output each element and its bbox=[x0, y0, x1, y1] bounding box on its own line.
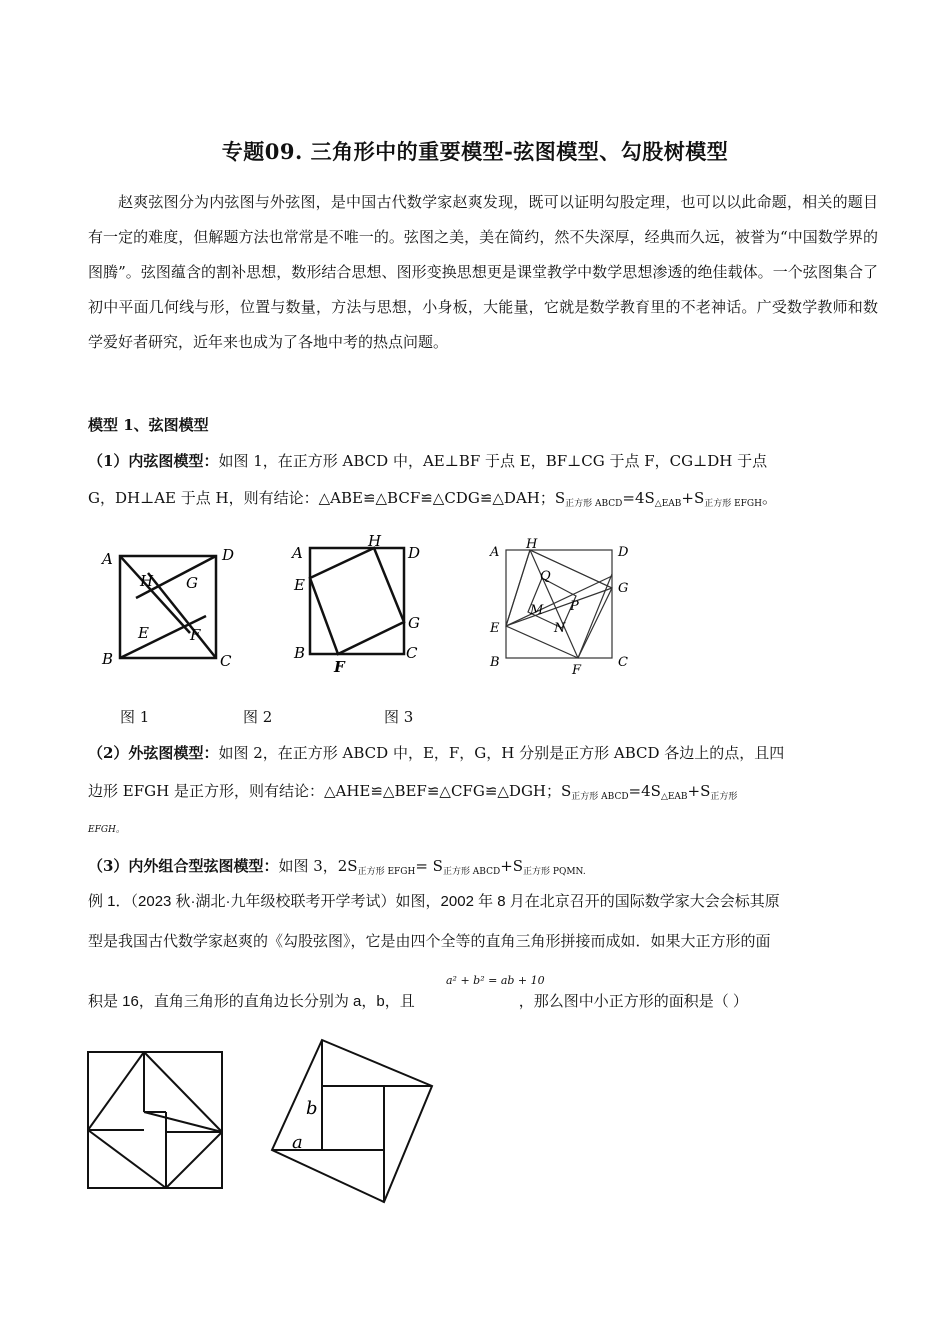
fig2-label-e: E bbox=[294, 576, 305, 594]
figure-3 bbox=[484, 534, 644, 684]
inner-model-line1 bbox=[88, 450, 767, 471]
fig2-label-c: C bbox=[406, 644, 418, 662]
fig2-label-h: H bbox=[368, 532, 382, 550]
inner-eq: =4S bbox=[622, 489, 655, 507]
fig3-label-c: C bbox=[618, 655, 628, 670]
fig3-label-m: M bbox=[530, 603, 544, 618]
fig3-label-p: P bbox=[570, 599, 579, 614]
outer-plus: +S bbox=[687, 782, 711, 800]
inner-model-line2 bbox=[88, 487, 777, 509]
fig1-label-f: F bbox=[190, 626, 201, 644]
fig3-label-n: N bbox=[554, 621, 566, 636]
inner-sub2: △EAB bbox=[654, 499, 682, 509]
example-label-b: b bbox=[306, 1098, 318, 1119]
combined-sub3: 正方形 PQMN. bbox=[523, 867, 586, 877]
fig1-label-e: E bbox=[138, 624, 149, 642]
outer-model-line3: EFGH。 bbox=[88, 825, 125, 835]
combined-plus: +S bbox=[500, 857, 524, 875]
inner-sub3: 正方形 EFGH bbox=[704, 499, 762, 509]
fig1-label-c: C bbox=[220, 652, 232, 670]
fig3-label-q: Q bbox=[540, 569, 551, 584]
outer-sub1: 正方形 ABCD bbox=[571, 792, 629, 802]
example-line3 bbox=[88, 990, 748, 1011]
fig2-label-b: B bbox=[294, 644, 306, 662]
fig2-label-a: A bbox=[292, 544, 303, 562]
outer-model-line2 bbox=[88, 780, 737, 802]
fig2-label-d: D bbox=[408, 544, 421, 562]
example-text3b: ，那么图中小正方形的面积是（ ） bbox=[518, 993, 748, 1010]
example-line1: 例 1．（2023 秋·湖北·九年级校联考开学考试）如图，2002 年 8 月在北京召开的国际数学家大会会标其原 bbox=[88, 893, 780, 910]
fig1-label-b: B bbox=[102, 650, 114, 668]
inner-end: 。 bbox=[761, 489, 777, 507]
fig3-label-g: G bbox=[618, 581, 629, 596]
fig3-label-f: F bbox=[572, 663, 582, 678]
figure-1 bbox=[96, 538, 246, 678]
example-formula: a² + b² = ab + 10 bbox=[446, 974, 545, 987]
figure-3-caption: 图 3 bbox=[384, 708, 414, 726]
outer-eq: =4S bbox=[628, 782, 661, 800]
outer-sub2: △EAB bbox=[660, 792, 688, 802]
combined-sub2: 正方形 ABCD bbox=[442, 867, 501, 877]
inner-model-text1: 如图 1，在正方形 ABCD 中，AE⊥BF 于点 E，BF⊥CG 于点 F，CG⊥DH 于点 bbox=[218, 452, 768, 470]
page-title: 专题09. 三角形中的重要模型-弦图模型、勾股树模型 bbox=[221, 139, 729, 164]
fig3-label-b: B bbox=[490, 655, 500, 670]
inner-model-label: （1）内弦图模型： bbox=[88, 452, 219, 470]
combined-model-line bbox=[88, 855, 586, 877]
fig1-label-a: A bbox=[102, 550, 113, 568]
outer-model-text1: 如图 2，在正方形 ABCD 中，E，F，G，H 分别是正方形 ABCD 各边上的点，且四 bbox=[218, 744, 785, 762]
fig3-label-d: D bbox=[618, 545, 629, 560]
inner-plus: +S bbox=[681, 489, 705, 507]
fig3-label-e: E bbox=[490, 621, 500, 636]
example-label-a: a bbox=[292, 1132, 303, 1153]
fig2-label-f: F bbox=[334, 658, 345, 676]
example-text3a: 积是 16，直角三角形的直角边长分别为 a，b，且 bbox=[88, 993, 415, 1010]
outer-model-line1 bbox=[88, 742, 784, 763]
outer-model-text2: 边形 EFGH 是正方形，则有结论：△AHE≌△BEF≌△CFG≌△DGH；S bbox=[88, 782, 572, 800]
fig3-label-h: H bbox=[526, 537, 538, 552]
figure-1-caption: 图 1 bbox=[120, 708, 150, 726]
model1-heading: 模型 1、弦图模型 bbox=[88, 416, 209, 434]
intro-paragraph: 赵爽弦图分为内弦图与外弦图，是中国古代数学家赵爽发现，既可以证明勾股定理，也可以以此命题，相关的题目有一定的难度，但解题方法也常常是不唯一的。弦图之美，美在简约，然不失深厚，经典而久远，被誉为“中国数学界的图腾”。弦图蕴含的割补思想，数形结合思想、图形变换思想更是课堂教学中数学思想渗透的绝佳载体。一个弦图集合了初中平面几何线与形，位置与数量，方法与思想，小身板，大能量，它就是数学教育里的不老神话。广受数学教师和数学爱好者研究，近年来也成为了各地中考的热点问题。 bbox=[88, 193, 878, 351]
combined-model-label: （3）内外组合型弦图模型： bbox=[88, 857, 279, 875]
figure-2 bbox=[288, 530, 438, 680]
inner-sub1: 正方形 ABCD bbox=[565, 499, 623, 509]
combined-sub1: 正方形 EFGH bbox=[357, 867, 416, 877]
outer-model-label: （2）外弦图模型： bbox=[88, 744, 219, 762]
fig2-label-g: G bbox=[408, 614, 420, 632]
combined-eq: = S bbox=[415, 857, 443, 875]
example-figure-left bbox=[86, 1050, 226, 1192]
fig3-label-a: A bbox=[490, 545, 500, 560]
fig1-label-d: D bbox=[222, 546, 235, 564]
example-figure-right bbox=[266, 1036, 438, 1208]
inner-model-text2: G，DH⊥AE 于点 H，则有结论：△ABE≌△BCF≌△CDG≌△DAH；S bbox=[88, 489, 566, 507]
fig1-label-g: G bbox=[186, 574, 198, 592]
fig1-label-h: H bbox=[140, 572, 154, 590]
combined-text: 如图 3，2S bbox=[278, 857, 358, 875]
figure-2-caption: 图 2 bbox=[243, 708, 273, 726]
example-line2: 型是我国古代数学家赵爽的《勾股弦图》，它是由四个全等的直角三角形拼接而成如．如果大正方形的面 bbox=[88, 933, 771, 950]
outer-sub3: 正方形 bbox=[710, 792, 738, 802]
